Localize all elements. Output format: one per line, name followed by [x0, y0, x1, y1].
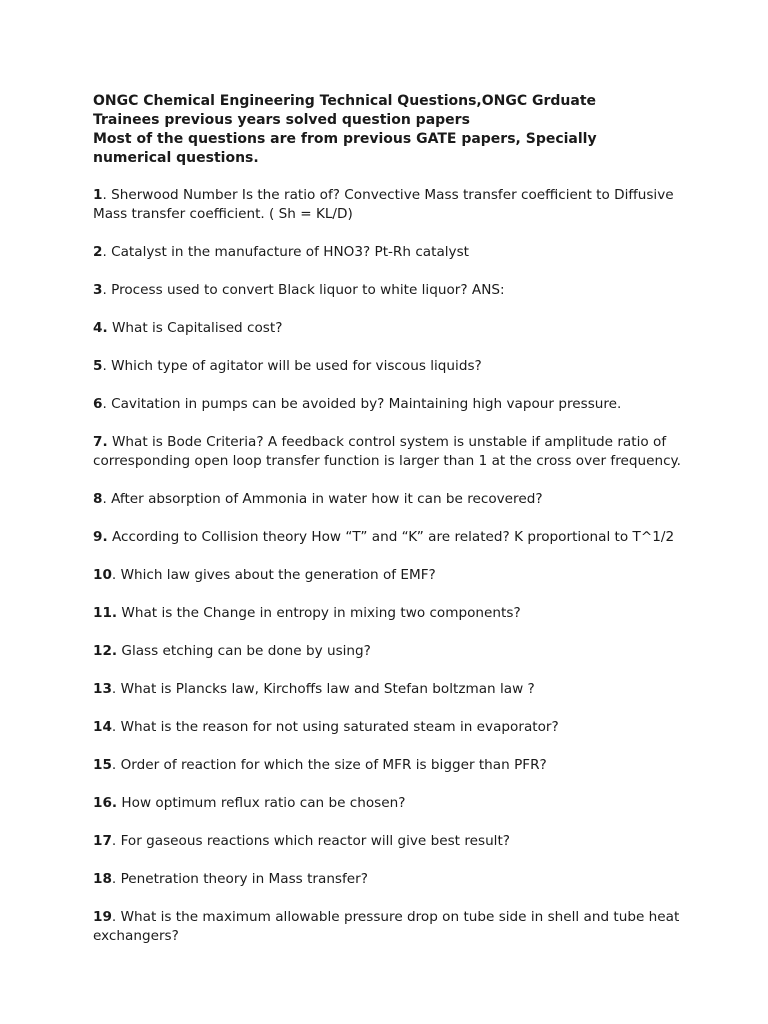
question-item	[93, 319, 693, 338]
question-number: 10	[93, 567, 112, 583]
question-item	[93, 680, 693, 699]
question-item	[93, 604, 693, 623]
question-item	[93, 908, 693, 946]
question-number: 2	[93, 244, 103, 260]
question-number: 15	[93, 757, 112, 773]
question-number: 1	[93, 187, 103, 203]
question-item	[93, 357, 693, 376]
question-text: . Penetration theory in Mass transfer?	[111, 871, 368, 887]
question-number: 3	[93, 282, 103, 298]
question-text: . Which law gives about the generation of EMF?	[111, 567, 436, 583]
question-item	[93, 528, 693, 547]
question-text: . Which type of agitator will be used for viscous liquids?	[102, 358, 482, 374]
question-item	[93, 756, 693, 775]
question-item	[93, 718, 693, 737]
question-number: 9.	[93, 529, 108, 545]
question-number: 4.	[93, 320, 108, 336]
question-number: 13	[93, 681, 112, 697]
question-text: Glass etching can be done by using?	[117, 643, 371, 659]
question-text: What is Bode Criteria? A feedback control system is unstable if amplitude ratio of corresponding open loop transfer function is larger than 1 at the cross over frequency.	[93, 434, 681, 469]
question-list	[93, 186, 693, 946]
question-number: 7.	[93, 434, 108, 450]
heading-line: Trainees previous years solved question papers	[93, 112, 470, 128]
question-item	[93, 870, 693, 889]
question-text: What is the Change in entropy in mixing two components?	[117, 605, 521, 621]
question-item	[93, 186, 693, 224]
question-number: 6	[93, 396, 103, 412]
question-number: 12.	[93, 643, 118, 659]
heading-line: numerical questions.	[93, 150, 259, 166]
document-heading	[93, 92, 693, 168]
question-number: 18	[93, 871, 112, 887]
document-page	[93, 92, 693, 965]
question-item	[93, 243, 693, 262]
heading-line: Most of the questions are from previous GATE papers, Specially	[93, 131, 597, 147]
question-number: 14	[93, 719, 112, 735]
question-item	[93, 433, 693, 471]
question-item	[93, 490, 693, 509]
question-text: . For gaseous reactions which reactor will give best result?	[111, 833, 511, 849]
question-text: . Catalyst in the manufacture of HNO3? Pt-Rh catalyst	[102, 244, 470, 260]
question-text: . Cavitation in pumps can be avoided by? Maintaining high vapour pressure.	[102, 396, 622, 412]
question-text: . Order of reaction for which the size of MFR is bigger than PFR?	[111, 757, 547, 773]
question-text: What is Capitalised cost?	[107, 320, 283, 336]
question-item	[93, 794, 693, 813]
question-text: According to Collision theory How “T” and “K” are related? K proportional to T^1/2	[107, 529, 675, 545]
question-number: 8	[93, 491, 103, 507]
question-number: 11.	[93, 605, 118, 621]
question-text: . Process used to convert Black liquor to white liquor? ANS:	[102, 282, 505, 298]
question-number: 5	[93, 358, 103, 374]
heading-line: ONGC Chemical Engineering Technical Questions,ONGC Grduate	[93, 93, 597, 109]
question-item	[93, 832, 693, 851]
question-number: 16.	[93, 795, 118, 811]
question-text: . After absorption of Ammonia in water how it can be recovered?	[102, 491, 543, 507]
question-item	[93, 281, 693, 300]
question-number: 19	[93, 909, 112, 925]
question-item	[93, 395, 693, 414]
question-text: . What is the maximum allowable pressure drop on tube side in shell and tube heat exchangers?	[93, 909, 680, 944]
question-item	[93, 566, 693, 585]
question-text: How optimum reflux ratio can be chosen?	[117, 795, 406, 811]
question-item	[93, 642, 693, 661]
question-number: 17	[93, 833, 112, 849]
question-text: . What is the reason for not using saturated steam in evaporator?	[111, 719, 559, 735]
question-text: . What is Plancks law, Kirchoffs law and Stefan boltzman law ?	[111, 681, 535, 697]
question-text: . Sherwood Number Is the ratio of? Convective Mass transfer coefficient to Diffusive Mass transfer coefficient. ( Sh = KL/D)	[93, 187, 674, 222]
